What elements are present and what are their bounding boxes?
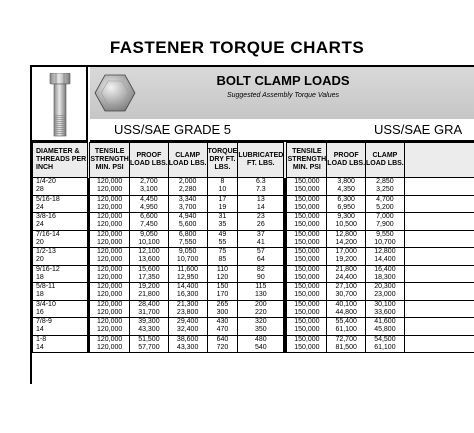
grade-right-value-cell: 150,000 150,000	[287, 230, 327, 248]
grade-right-value-cell: 150,000 150,000	[287, 335, 327, 353]
bolt-illustration-cell	[32, 67, 88, 142]
grade5-value-cell: 640 720	[207, 335, 238, 353]
grade5-value-cell: 430 470	[207, 318, 238, 336]
table-row	[33, 213, 474, 231]
grade-right-value-cell: 150,000 150,000	[287, 300, 327, 318]
grade5-value-cell: 320 350	[238, 318, 284, 336]
col-header: TENSILE STRENGTH MIN. PSI	[287, 143, 327, 178]
col-header-overflow	[404, 143, 474, 178]
table-row	[33, 283, 474, 301]
grade-right-value-cell: 41,600 45,800	[366, 318, 405, 336]
overflow-cell	[404, 248, 474, 266]
page-title: FASTENER TORQUE CHARTS	[109, 38, 365, 57]
banner-subtitle: Suggested Assembly Torque Values	[226, 92, 340, 99]
grade5-value-cell: 120,000 120,000	[90, 318, 130, 336]
col-header: TORQUE DRY FT. LBS.	[207, 143, 238, 178]
overflow-cell	[404, 300, 474, 318]
overflow-cell	[404, 283, 474, 301]
grade5-value-cell: 2,700 3,100	[130, 178, 169, 196]
grade-right-value-cell: 150,000 150,000	[287, 195, 327, 213]
grade5-value-cell: 120,000 120,000	[90, 335, 130, 353]
col-header: TENSILE STRENGTH MIN. PSI	[90, 143, 130, 178]
table-row	[33, 230, 474, 248]
table-row	[33, 265, 474, 283]
grade5-value-cell: 12,100 13,600	[130, 248, 169, 266]
grade-right-value-cell: 150,000 150,000	[287, 283, 327, 301]
grade5-value-cell: 31 35	[207, 213, 238, 231]
torque-chart	[30, 65, 474, 384]
bolt-size-cell: 7/8-9 14	[33, 318, 88, 336]
grade5-value-cell: 115 130	[238, 283, 284, 301]
grade5-value-cell: 37 41	[238, 230, 284, 248]
col-header: CLAMP LOAD LBS.	[366, 143, 405, 178]
bolt-size-cell: 9/16-12 18	[33, 265, 88, 283]
grade5-value-cell: 19,200 21,800	[130, 283, 169, 301]
table-row	[33, 195, 474, 213]
bolt-size-cell: 1/2-13 20	[33, 248, 88, 266]
grade5-value-cell: 2,000 2,280	[168, 178, 207, 196]
grade5-value-cell: 39,300 43,300	[130, 318, 169, 336]
bolt-size-cell: 7/16-14 20	[33, 230, 88, 248]
grade-right-value-cell: 150,000 150,000	[287, 248, 327, 266]
grade5-value-cell: 120,000 120,000	[90, 230, 130, 248]
table-row	[33, 178, 474, 196]
grade5-value-cell: 8 10	[207, 178, 238, 196]
grade5-value-cell: 150 170	[207, 283, 238, 301]
overflow-cell	[404, 213, 474, 231]
grade5-value-cell: 51,500 57,700	[130, 335, 169, 353]
grade5-value-cell: 49 55	[207, 230, 238, 248]
table-row	[33, 248, 474, 266]
bolt-size-cell: 5/8-11 18	[33, 283, 88, 301]
grade-right-value-cell: 4,700 5,200	[366, 195, 405, 213]
grade-right-value-cell: 17,000 19,200	[327, 248, 366, 266]
overflow-cell	[404, 318, 474, 336]
bolt-clamp-banner	[90, 67, 474, 119]
grade5-value-cell: 120,000 120,000	[90, 248, 130, 266]
bolt-size-cell: 3/4-10 16	[33, 300, 88, 318]
bolt-size-cell: 1-8 14	[33, 335, 88, 353]
grade-right-value-cell: 2,850 3,250	[366, 178, 405, 196]
grade5-value-cell: 38,600 43,300	[168, 335, 207, 353]
grade5-value-cell: 120,000 120,000	[90, 265, 130, 283]
grade-right-value-cell: 55,400 61,100	[327, 318, 366, 336]
grade5-value-cell: 120,000 120,000	[90, 213, 130, 231]
grade5-value-cell: 200 220	[238, 300, 284, 318]
col-header-size: DIAMETER & THREADS PER INCH	[33, 143, 88, 178]
grade-right-value-cell: 150,000 150,000	[287, 265, 327, 283]
bolt-size-cell: 3/8-16 24	[33, 213, 88, 231]
grade-right-value-cell: 9,300 10,500	[327, 213, 366, 231]
grade-right-value-cell: 40,100 44,800	[327, 300, 366, 318]
grade5-value-cell: 120,000 120,000	[90, 195, 130, 213]
grade5-value-cell: 11,600 12,950	[168, 265, 207, 283]
grade5-value-cell: 14,400 16,300	[168, 283, 207, 301]
grade5-value-cell: 57 64	[238, 248, 284, 266]
grade5-value-cell: 120,000 120,000	[90, 178, 130, 196]
table-row	[33, 318, 474, 336]
grade5-value-cell: 4,450 4,950	[130, 195, 169, 213]
grade5-value-cell: 6.3 7.3	[238, 178, 284, 196]
grade5-value-cell: 120,000 120,000	[90, 283, 130, 301]
overflow-cell	[404, 265, 474, 283]
grade-right-value-cell: 27,100 30,700	[327, 283, 366, 301]
overflow-cell	[404, 178, 474, 196]
grade5-value-cell: 29,400 32,400	[168, 318, 207, 336]
grade-right-value-cell: 6,300 6,950	[327, 195, 366, 213]
grade5-value-cell: 9,050 10,700	[168, 248, 207, 266]
grade-right-value-cell: 7,000 7,900	[366, 213, 405, 231]
banner-title: BOLT CLAMP LOADS	[216, 73, 350, 88]
grade5-value-cell: 23 26	[238, 213, 284, 231]
overflow-cell	[404, 230, 474, 248]
grade5-value-cell: 4,940 5,600	[168, 213, 207, 231]
grade5-value-cell: 9,050 10,100	[130, 230, 169, 248]
col-header: PROOF LOAD LBS.	[130, 143, 169, 178]
bolt-size-cell: 5/16-18 24	[33, 195, 88, 213]
grade5-value-cell: 110 120	[207, 265, 238, 283]
bolt-icon	[48, 73, 72, 137]
grade5-value-cell: 21,300 23,800	[168, 300, 207, 318]
grade-right-value-cell: 12,800 14,400	[366, 248, 405, 266]
overflow-cell	[404, 335, 474, 353]
grade-right-value-cell: 9,550 10,700	[366, 230, 405, 248]
grade-header-row	[90, 119, 474, 142]
grade-right-value-cell: 150,000 150,000	[287, 178, 327, 196]
grade5-value-cell: 480 540	[238, 335, 284, 353]
table-row	[33, 300, 474, 318]
table-header-row	[33, 143, 474, 178]
grade-right-label: USS/SAE GRA	[374, 122, 463, 137]
grade-right-value-cell: 21,800 24,400	[327, 265, 366, 283]
grade-right-value-cell: 20,300 23,000	[366, 283, 405, 301]
grade5-value-cell: 265 300	[207, 300, 238, 318]
grade-right-value-cell: 150,000 150,000	[287, 318, 327, 336]
grade5-value-cell: 6,800 7,550	[168, 230, 207, 248]
overflow-cell	[404, 195, 474, 213]
col-header: CLAMP LOAD LBS.	[168, 143, 207, 178]
grade5-value-cell: 28,400 31,700	[130, 300, 169, 318]
grade-right-value-cell: 72,700 81,500	[327, 335, 366, 353]
grade5-value-cell: 120,000 120,000	[90, 300, 130, 318]
grade5-value-cell: 17 19	[207, 195, 238, 213]
grade-right-value-cell: 12,800 14,200	[327, 230, 366, 248]
grade5-value-cell: 6,600 7,450	[130, 213, 169, 231]
grade-right-value-cell: 3,800 4,350	[327, 178, 366, 196]
grade5-value-cell: 75 85	[207, 248, 238, 266]
bolt-size-cell: 1/4-20 28	[33, 178, 88, 196]
torque-table	[32, 142, 474, 353]
col-header: LUBRICATED FT. LBS.	[238, 143, 284, 178]
grade5-value-cell: 3,340 3,700	[168, 195, 207, 213]
grade5-value-cell: 13 14	[238, 195, 284, 213]
grade-right-value-cell: 30,100 33,600	[366, 300, 405, 318]
grade-right-value-cell: 54,500 61,100	[366, 335, 405, 353]
grade5-value-cell: 82 90	[238, 265, 284, 283]
col-header: PROOF LOAD LBS.	[327, 143, 366, 178]
grade-left-label: USS/SAE GRADE 5	[114, 122, 232, 137]
grade-right-value-cell: 150,000 150,000	[287, 213, 327, 231]
grade5-value-cell: 15,600 17,350	[130, 265, 169, 283]
grade-right-value-cell: 16,400 18,300	[366, 265, 405, 283]
table-row	[33, 335, 474, 353]
